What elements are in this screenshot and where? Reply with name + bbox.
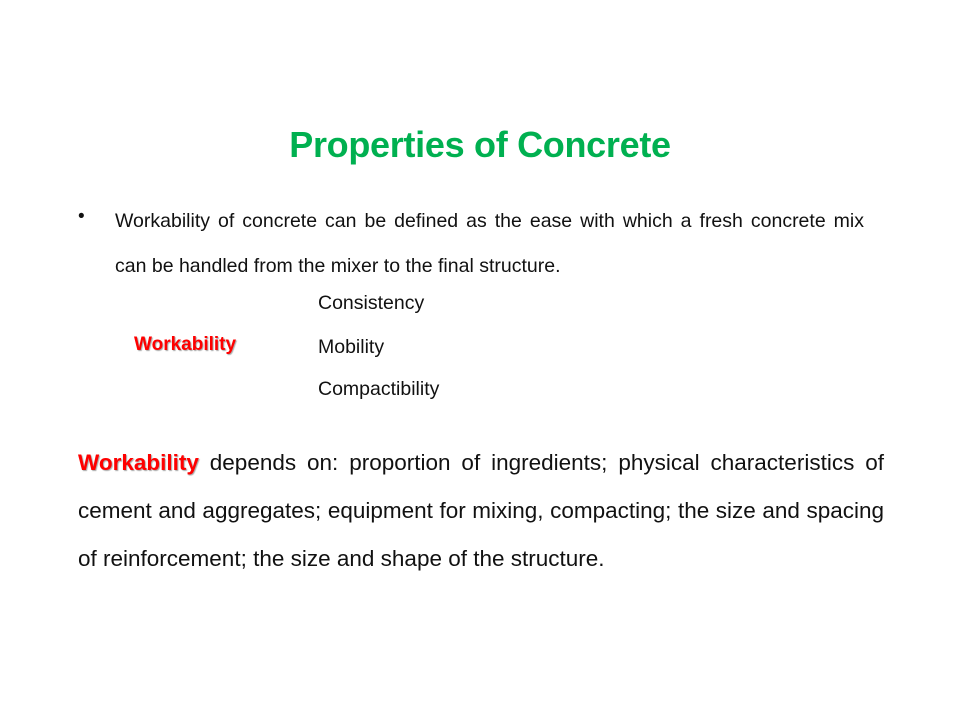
facet-compactibility: Compactibility — [318, 378, 440, 400]
slide-title: Properties of Concrete — [289, 124, 671, 165]
workability-paragraph — [78, 439, 884, 583]
paragraph-highlight: Workability — [78, 450, 199, 475]
workability-label: Workability — [134, 334, 237, 355]
bullet-marker: • — [78, 206, 85, 227]
bullet-text: Workability of concrete can be defined as the ease with which a fresh concrete mix can be handled from the mixer to the final structure. — [115, 210, 864, 277]
paragraph-body: depends on: proportion of ingredients; physical characteristics of cement and aggregates; equipment for mixing, compacting; the size and spacing of reinforcement; the size and shape of the structure. — [78, 450, 884, 571]
facet-consistency: Consistency — [318, 292, 425, 314]
facet-mobility: Mobility — [318, 336, 385, 358]
